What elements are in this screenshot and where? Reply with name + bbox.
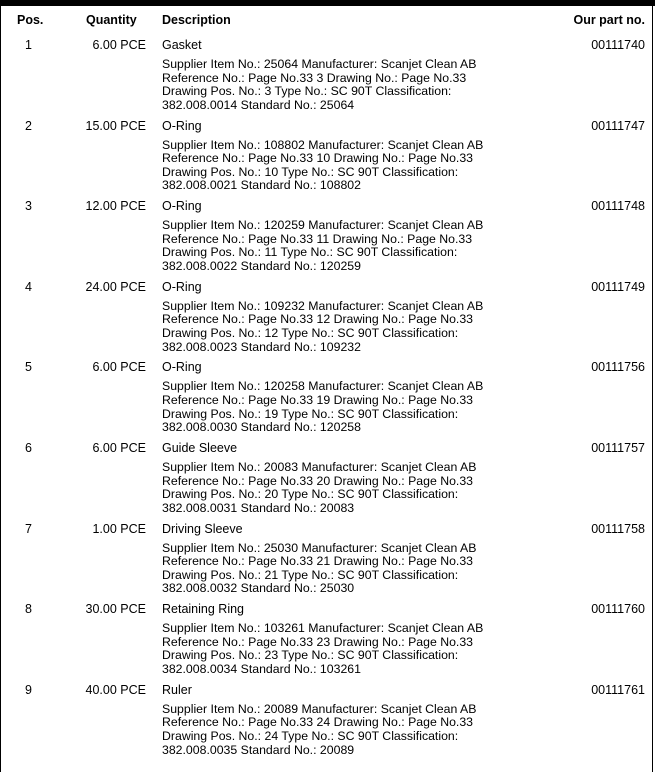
row-description: O-Ring [162,360,202,375]
row-detail-line: Supplier Item No.: 109232 Manufacturer: Scanjet Clean AB [162,298,484,313]
row-pos: 4 [25,279,32,294]
row-detail-line: Supplier Item No.: 120259 Manufacturer: Scanjet Clean AB [162,218,484,233]
row-detail [162,703,492,757]
row-pos: 9 [25,682,32,697]
row-part-no: 00111761 [591,682,645,697]
table-row [0,119,655,200]
row-detail-line: 382.008.0023 Standard No.: 109232 [162,339,361,354]
row-detail-line: Supplier Item No.: 103261 Manufacturer: Scanjet Clean AB [162,621,484,636]
row-description: O-Ring [162,199,202,214]
row-detail-line: Reference No.: Page No.33 3 Drawing No.: Page No.33 [162,70,467,85]
row-detail [162,300,492,354]
row-detail-line: Supplier Item No.: 108802 Manufacturer: Scanjet Clean AB [162,137,484,152]
row-detail [162,542,492,596]
header-pos: Pos. [17,13,44,27]
table-row [0,522,655,603]
row-pos: 6 [25,440,32,455]
row-description: Ruler [162,682,192,697]
row-detail-line: Drawing Pos. No.: 3 Type No.: SC 90T Classification: [162,84,452,99]
table-row [0,360,655,441]
header-part-no: Our part no. [573,13,645,27]
row-part-no: 00111758 [591,521,645,536]
row-quantity: 6.00 PCE [92,440,146,455]
row-detail-line: Reference No.: Page No.33 20 Drawing No.: Page No.33 [162,473,474,488]
row-quantity: 12.00 PCE [85,199,146,214]
table-body [0,38,655,763]
row-detail-line: Reference No.: Page No.33 19 Drawing No.: Page No.33 [162,392,474,407]
row-detail-line: Reference No.: Page No.33 11 Drawing No.: Page No.33 [162,231,473,246]
row-detail-line: 382.008.0034 Standard No.: 103261 [162,661,361,676]
row-detail-line: 382.008.0021 Standard No.: 108802 [162,178,361,193]
table-row [0,199,655,280]
row-description: Retaining Ring [162,602,244,617]
row-description: Gasket [162,38,202,52]
row-detail-line: Drawing Pos. No.: 20 Type No.: SC 90T Classification: [162,487,459,502]
row-part-no: 00111756 [591,360,645,375]
row-detail-line: Reference No.: Page No.33 12 Drawing No.: Page No.33 [162,312,474,327]
row-detail-line: Reference No.: Page No.33 10 Drawing No.: Page No.33 [162,151,474,166]
row-detail [162,622,492,676]
row-quantity: 24.00 PCE [85,279,146,294]
row-detail [162,139,492,193]
row-quantity: 1.00 PCE [92,521,146,536]
row-detail-line: Supplier Item No.: 25030 Manufacturer: Scanjet Clean AB [162,540,477,555]
row-detail-line: Drawing Pos. No.: 12 Type No.: SC 90T Classification: [162,325,459,340]
table-row [0,280,655,361]
row-detail-line: Supplier Item No.: 25064 Manufacturer: Scanjet Clean AB [162,57,477,71]
row-detail-line: Reference No.: Page No.33 24 Drawing No.: Page No.33 [162,715,474,730]
row-detail-line: Drawing Pos. No.: 10 Type No.: SC 90T Classification: [162,164,459,179]
table-row [0,441,655,522]
row-part-no: 00111747 [591,118,645,133]
row-part-no: 00111757 [591,440,645,455]
row-detail [162,380,492,434]
header-quantity: Quantity [86,13,137,27]
row-quantity: 6.00 PCE [92,38,146,52]
row-pos: 8 [25,602,32,617]
row-quantity: 30.00 PCE [85,602,146,617]
row-description: O-Ring [162,279,202,294]
row-detail-line: 382.008.0022 Standard No.: 120259 [162,258,361,273]
row-detail-line: Drawing Pos. No.: 19 Type No.: SC 90T Classification: [162,406,459,421]
row-detail-line: Supplier Item No.: 120258 Manufacturer: Scanjet Clean AB [162,379,484,394]
row-part-no: 00111749 [591,279,645,294]
row-part-no: 00111760 [591,602,645,617]
row-detail-line: Drawing Pos. No.: 24 Type No.: SC 90T Classification: [162,728,459,743]
row-detail-line: 382.008.0032 Standard No.: 25030 [162,581,355,596]
table-row [0,38,655,119]
row-detail-line: Supplier Item No.: 20089 Manufacturer: Scanjet Clean AB [162,701,477,716]
row-pos: 2 [25,118,32,133]
row-part-no: 00111748 [591,199,645,214]
table-row [0,683,655,764]
row-detail-line: Drawing Pos. No.: 23 Type No.: SC 90T Classification: [162,648,459,663]
table-row [0,602,655,683]
header-description: Description [162,13,231,27]
table-header [0,13,655,29]
row-pos: 5 [25,360,32,375]
row-quantity: 15.00 PCE [85,118,146,133]
row-pos: 7 [25,521,32,536]
row-detail-line: Reference No.: Page No.33 21 Drawing No.: Page No.33 [162,554,474,569]
row-detail [162,219,492,273]
row-description: Driving Sleeve [162,521,243,536]
row-detail-line: 382.008.0031 Standard No.: 20083 [162,500,355,515]
row-detail [162,461,492,515]
row-detail-line: 382.008.0035 Standard No.: 20089 [162,742,355,757]
row-detail [162,58,492,112]
row-detail-line: Drawing Pos. No.: 21 Type No.: SC 90T Classification: [162,567,459,582]
row-quantity: 40.00 PCE [85,682,146,697]
row-description: Guide Sleeve [162,440,238,455]
top-border [0,0,655,6]
row-quantity: 6.00 PCE [92,360,146,375]
row-detail-line: Drawing Pos. No.: 11 Type No.: SC 90T Classification: [162,245,458,260]
row-part-no: 00111740 [591,38,645,52]
row-detail-line: Supplier Item No.: 20083 Manufacturer: Scanjet Clean AB [162,459,477,474]
row-detail-line: 382.008.0030 Standard No.: 120258 [162,420,361,435]
row-description: O-Ring [162,118,202,133]
row-pos: 3 [25,199,32,214]
row-detail-line: 382.008.0014 Standard No.: 25064 [162,97,355,112]
row-detail-line: Reference No.: Page No.33 23 Drawing No.: Page No.33 [162,634,474,649]
row-pos: 1 [25,38,32,52]
